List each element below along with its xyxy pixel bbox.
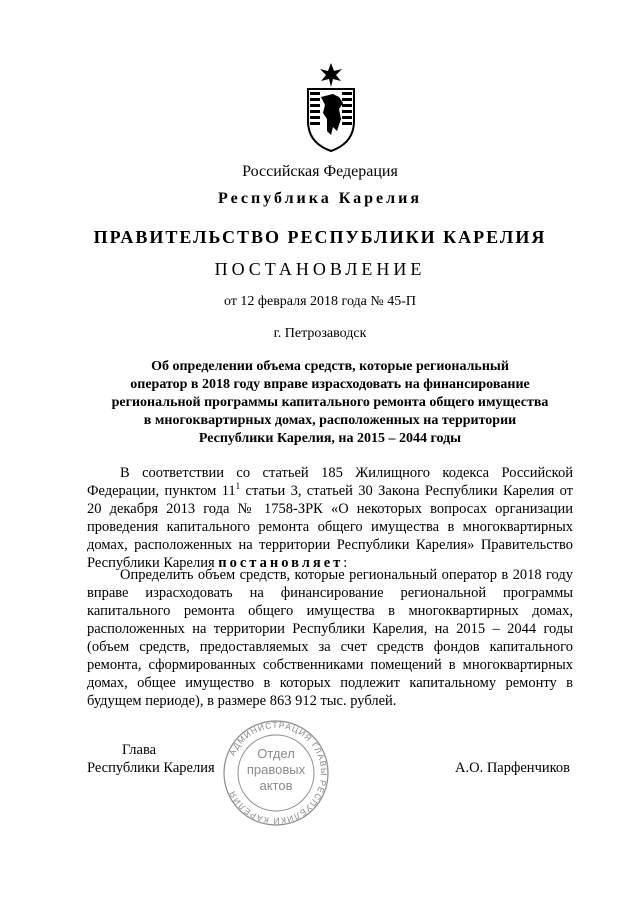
svg-text:правовых: правовых [246,762,306,777]
title-line: Республики Карелия, на 2015 – 2044 годы [198,431,462,446]
preamble-end: : [343,555,348,571]
title-line: оператор в 2018 году вправе израсходовать на финансирование [130,377,530,392]
city: г. Петрозаводск [273,326,367,341]
republic-line: Республика Карелия [218,190,422,207]
title-line: региональной программы капитального ремонта общего имущества [111,395,549,410]
preamble-text-a: В соответствии со статьей 185 Жилищного кодекса Российской Федерации, пунктом 11 [87,465,573,499]
preamble-paragraph [87,464,573,572]
country-line: Российская Федерация [242,163,398,180]
resolution-paragraph: Определить объем средств, которые региональный оператор в 2018 году вправе израсходовать на финансирование региональной программы капитального ремонта общего имущества в многоквартирных домах, расположенных на территории Республики Карелия, на 2015 – 2044 годы (объем средств, предоставляемых за счет средств фондов капитального ремонта, сформированных собственниками помещений в многоквартирных домах, общее имущество в которых подлежит капитальному ремонту в будущем периоде), в размере 863 912 тыс. рублей. [87,567,573,709]
title-line: в многоквартирных домах, расположенных на территории [143,413,517,428]
preamble-text-b: статьи 3, статьей 30 Закона Республики Карелия от 20 декабря 2013 года № 1758-ЗРК «О некоторых вопросах организации проведения капитального ремонта общего имущества в многоквартирных домах, расположенных на территории Республики Карелия» Правительство Республики Карелия [87,483,574,571]
signatory-title-line1: Глава [122,742,157,758]
svg-text:АДМИНИСТРАЦИЯ ГЛАВЫ РЕСПУБЛИКИ: АДМИНИСТРАЦИЯ ГЛАВЫ РЕСПУБЛИКИ КАРЕЛИЯ [226,719,330,827]
title-line: Об определении объема средств, которые региональный [151,359,509,374]
footnote-superscript: 1 [235,481,241,492]
signatory-name: А.О. Парфенчиков [455,760,571,776]
coat-of-arms-icon [303,61,359,153]
document-type: ПОСТАНОВЛЕНИЕ [214,259,426,279]
svg-text:актов: актов [259,778,293,793]
svg-text:Отдел: Отдел [257,746,295,761]
decree-word: постановляет [218,555,344,571]
government-heading: ПРАВИТЕЛЬСТВО РЕСПУБЛИКИ КАРЕЛИЯ [93,227,547,247]
date-and-number: от 12 февраля 2018 года № 45-П [223,294,417,309]
signatory-title-line2: Республики Карелия [87,760,215,776]
stamp-icon [213,718,339,828]
document-title [70,358,590,448]
